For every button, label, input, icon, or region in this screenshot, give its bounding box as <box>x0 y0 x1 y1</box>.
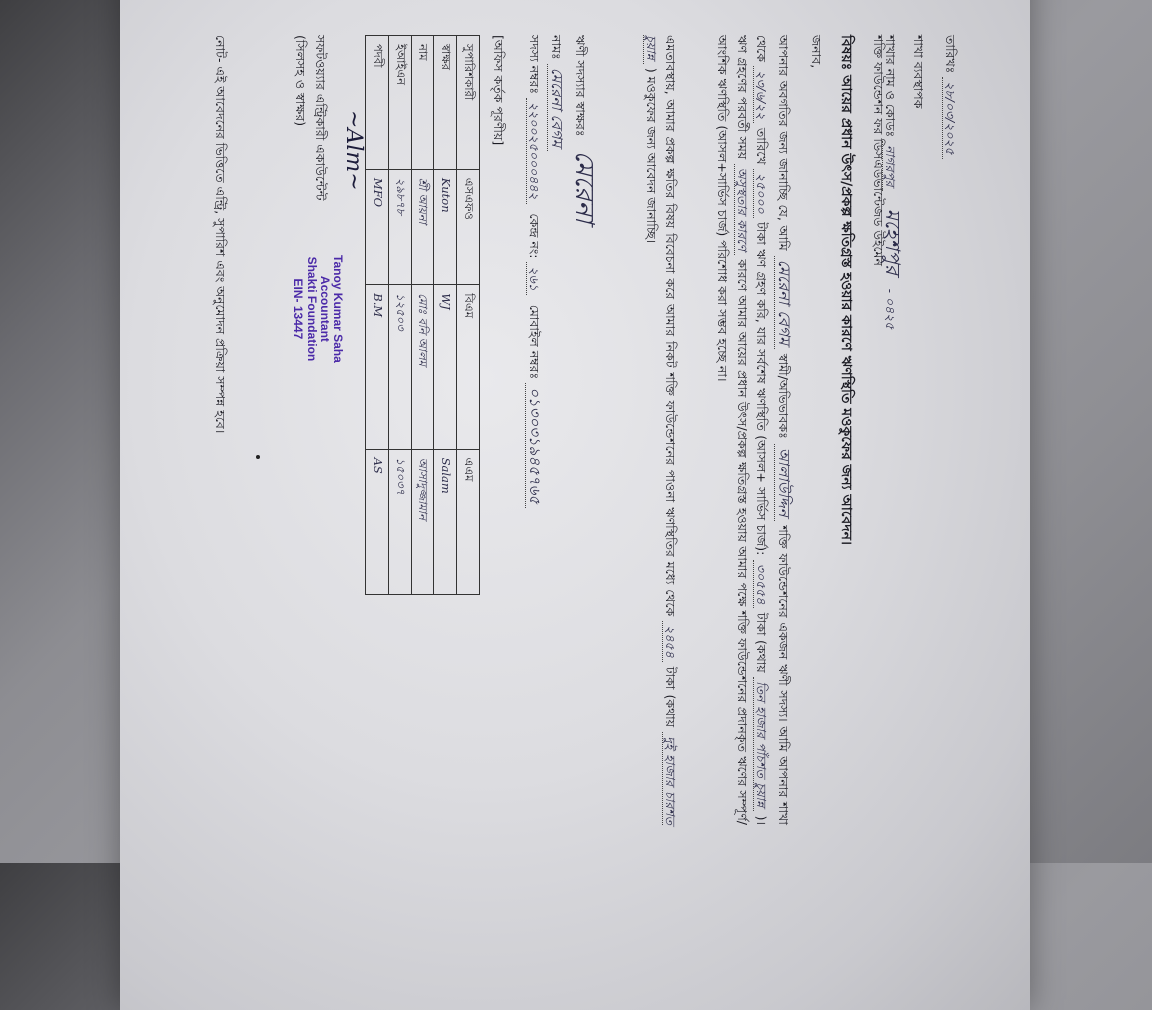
waiver-amount: ২৪৫৪ <box>662 621 678 661</box>
table-cell: AS <box>365 449 388 594</box>
table-cell: ইআইএন <box>388 36 411 170</box>
stamp-org: Shakti Foundation <box>304 256 319 362</box>
stamp-ein: EIN- 13447 <box>291 278 306 340</box>
guardian-name: আলাউদ্দিন <box>774 444 793 521</box>
table-cell: ২৯৮৭৮ <box>388 169 411 284</box>
table-cell: নাম <box>411 36 434 170</box>
stamp-role: Accountant <box>317 275 332 342</box>
loan-balance: ৩০৫৫৪ <box>753 560 769 609</box>
date-label: তারিখঃ <box>943 35 958 74</box>
accountant-signature: ~Alm~ <box>341 110 366 191</box>
body1-text-h: কারণে আমার আয়ের প্রধান উৎস/প্রকল্প ক্ষতিগ্রস্ত হওয়ায় আমার পক্ষে শক্তি ফাউন্ডেশনের প্রদানকৃত ঋণের সম্পূর্ণ/আংশিক ঋণস্থিতি (আসল+সার্ভিস চার্জ) পরিশোধ করা সম্ভব হচ্ছে না। <box>715 35 750 825</box>
table-row <box>411 36 434 595</box>
table-cell: শ্রী আয়না <box>411 169 434 284</box>
loan-amount: ২৫০০০ <box>753 169 769 218</box>
table-cell: Kuton <box>434 169 457 284</box>
balance-in-words: তিন হাজার পাঁচশত চুয়ান্ন <box>753 677 769 811</box>
name-label: নামঃ <box>549 35 564 60</box>
branch-code: ০৪২৫ <box>883 296 898 330</box>
table-cell: B.M <box>365 285 388 449</box>
member-name-line <box>545 35 568 151</box>
recommendation-table <box>365 35 480 595</box>
paper-sheet <box>120 0 1030 1010</box>
stamp-name: Tanoy Kumar Saha <box>331 255 345 363</box>
loan-date: ২৩/৬/২২ <box>753 66 769 123</box>
body-paragraph-1 <box>713 35 796 825</box>
mobile-number: ০১৩০৩১৯৪৫৭৬৫ <box>525 383 544 508</box>
recipient-title: শাখা ব্যবস্থাপক <box>911 35 926 109</box>
member-number-label: সদস্য নম্বরঃ <box>527 35 542 95</box>
office-use-heading: [অফিস কর্তৃক পূরণীয়] <box>491 35 506 146</box>
body-paragraph-2 <box>641 35 680 825</box>
member-id-line <box>523 35 546 508</box>
body1-text-a: আপনার অবগতির জন্য জানাচ্ছি যে, আমি <box>776 35 791 251</box>
table-cell: ১২৫০৩ <box>388 285 411 449</box>
branch-name-handwritten: মহেশপুর <box>881 208 905 275</box>
ink-dot <box>256 455 260 459</box>
accountant-stamp <box>291 255 344 363</box>
waiver-in-words: দুই হাজার চারশত চুয়ান্ন <box>643 35 678 826</box>
table-row <box>434 36 457 595</box>
center-number: ২৬১ <box>526 262 542 294</box>
signature-label: ঋণী সদস্যার স্বাক্ষরঃ <box>573 35 588 137</box>
table-cell: স্বাক্ষর <box>434 36 457 170</box>
body1-text-g: )। ঋণ গ্রহণের পরবর্তী সময় <box>734 35 770 826</box>
table-header-cell: এসএফও <box>457 169 480 284</box>
center-label: কেন্দ্র নং: <box>527 213 542 259</box>
member-name: মেরেনা বেগম <box>547 64 566 151</box>
software-entry-label: সফটওয়্যার এন্ট্রিকারী একাউন্টেন্ট <box>313 35 328 201</box>
member-signature-line <box>564 35 604 223</box>
table-header-cell: সুপারিশকারী <box>457 36 480 170</box>
member-signature: মেরেনা <box>569 150 599 224</box>
body1-text-c: শক্তি ফাউন্ডেশনের একজন ঋণী সদস্য। আমি আপনার শাখা থেকে <box>754 35 791 826</box>
footnote: নোট- এই আবেদনের ভিত্তিতে এন্ট্রি, সুপারিশ এবং অনুমোদন প্রক্রিয়া সম্পন্ন হবে। <box>213 35 228 434</box>
recipient-org: শক্তি ফাউন্ডেশন ফর ডিসএডভান্টেজড উইমেন <box>871 35 886 266</box>
body1-text-b: স্বামী/অভিভাবকঃ <box>776 353 791 439</box>
table-cell: ১৫০৩৭ <box>388 449 411 594</box>
branch-line: শাখার নাম ও কোডঃ নাগরপুর মহেশপুর - ০৪২৫ <box>881 35 905 330</box>
body1-text-d: তারিখে <box>754 127 770 165</box>
applicant-name-handwritten: মেরেনা বেগম <box>774 256 794 349</box>
seal-sign-label: (সিলসহ ও স্বাক্ষর) <box>293 35 308 127</box>
table-header-cell: বিএম <box>457 285 480 449</box>
branch-name: নাগরপুর <box>882 141 898 191</box>
table-row <box>388 36 411 595</box>
body1-text-e: টাকা ঋণ গ্রহণ করি, যার সর্বশেষ ঋণস্থিতি (আসল+ সার্ভিস চার্জ): <box>754 222 770 556</box>
table-cell: পদবী <box>365 36 388 170</box>
application-document <box>190 35 960 835</box>
table-header-row <box>457 36 480 595</box>
subject-line: বিষয়ঃ আয়ের প্রধান উৎস/প্রকল্প ক্ষতিগ্রস্ত হওয়ার কারণে ঋণস্থিতি মওকুফের জন্য আবেদন। <box>838 35 854 545</box>
table-cell: আসাদুজ্জামান <box>411 449 434 594</box>
table-cell: মোঃ বনি আলম <box>411 285 434 449</box>
table-cell: MFO <box>365 169 388 284</box>
table-header-cell: এএম <box>457 449 480 594</box>
salutation: জনাব, <box>809 35 824 69</box>
body2-text-c: ) মওকুফের জন্য আবেদন জানাচ্ছি। <box>643 67 659 244</box>
member-number: ২২০০২৫০০০৪৪২ <box>526 98 542 203</box>
date-value: ২৮/০৩/২০২৫ <box>942 77 958 158</box>
table-cell: Salam <box>434 449 457 594</box>
hardship-reason: অসুস্থতার কারণে <box>734 164 750 255</box>
body2-text-a: এমতাবস্থায়, আমার প্রকল্প ক্ষতির বিষয় বিবেচনা করে আমার নিকট শক্তি ফাউন্ডেশনের পাওনা ঋণস্থিতির মধ্যে থেকে <box>663 35 678 617</box>
body1-text-f: টাকা (কথায় <box>754 612 770 673</box>
body2-text-b: টাকা (কথায় <box>663 666 678 728</box>
mobile-label: মোবাইল নম্বরঃ <box>527 304 542 380</box>
date-line <box>941 35 960 159</box>
branch-label: শাখার নাম ও কোডঃ <box>883 35 898 138</box>
table-cell: WJ <box>434 285 457 449</box>
